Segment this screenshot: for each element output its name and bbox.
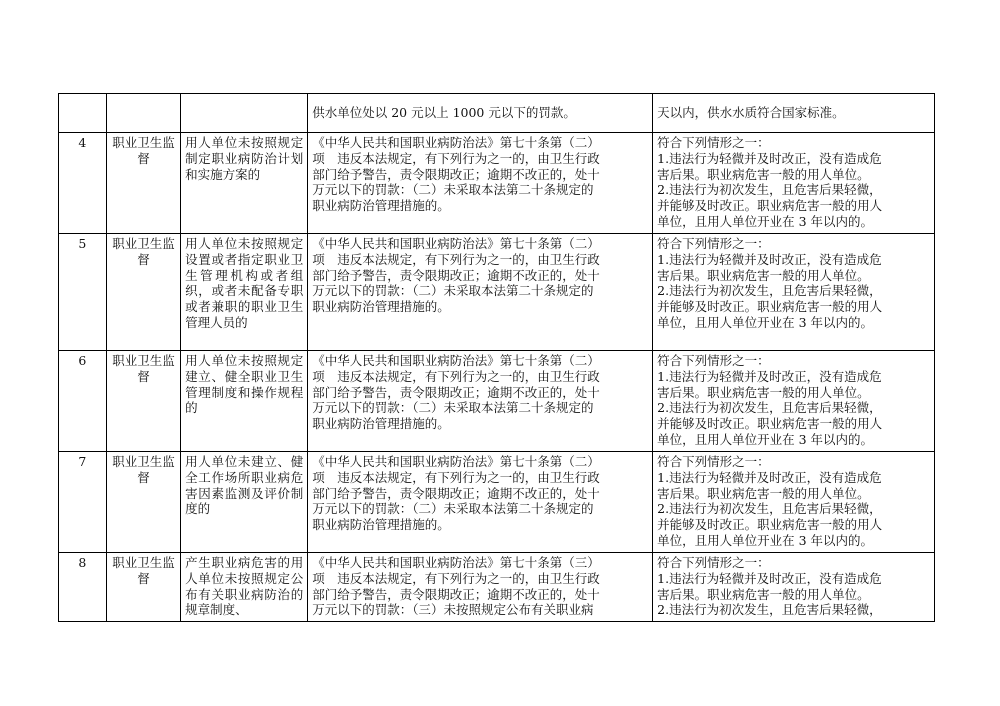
category-cell: 职业卫生监督 (106, 133, 180, 234)
category-cell: 职业卫生监督 (106, 553, 180, 622)
condition-line: 1.违法行为轻微并及时改正，没有造成危 (657, 570, 882, 586)
law-cell (308, 452, 653, 553)
law-line: 项 违反本法规定，有下列行为之一的，由卫生行政 (312, 368, 600, 384)
law-cell (308, 94, 653, 133)
behavior-cell: 用人单位未建立、健全工作场所职业病危害因素监测及评价制度的 (181, 452, 308, 553)
law-cell (308, 351, 653, 452)
law-line: 《中华人民共和国职业病防治法》第七十条第（二） (312, 236, 600, 251)
law-text: 供水单位处以 20 元以上 1000 元以下的罚款。 (312, 105, 576, 121)
law-line: 《中华人民共和国职业病防治法》第七十条第（二） (312, 454, 600, 469)
law-line: 部门给予警告，责令限期改正；逾期不改正的，处十 (312, 166, 600, 182)
law-cell (308, 553, 653, 622)
penalty-table (58, 93, 935, 622)
condition-cell (653, 234, 935, 351)
condition-line: 2.违法行为初次发生，且危害后果轻微， (657, 602, 882, 618)
law-line: 项 违反本法规定，有下列行为之一的，由卫生行政 (312, 469, 600, 485)
law-line: 项 违反本法规定，有下列行为之一的，由卫生行政 (312, 150, 600, 166)
behavior-cell (181, 94, 308, 133)
law-cell (308, 234, 653, 351)
condition-line: 符合下列情形之一： (657, 353, 770, 368)
condition-cell (653, 351, 935, 452)
condition-line: 并能够及时改正。职业病危害一般的用人 (657, 198, 883, 214)
law-cell (308, 133, 653, 234)
condition-line: 2.违法行为初次发生，且危害后果轻微， (657, 400, 882, 416)
condition-line: 害后果。职业病危害一般的用人单位。 (657, 485, 870, 501)
category-cell: 职业卫生监督 (106, 351, 180, 452)
law-line: 万元以下的罚款：（二）未采取本法第二十条规定的 (312, 501, 594, 517)
behavior-cell: 产生职业病危害的用人单位未按照规定公布有关职业病防治的规章制度、 (181, 553, 308, 622)
law-line: 项 违反本法规定，有下列行为之一的，由卫生行政 (312, 251, 600, 267)
law-line: 《中华人民共和国职业病防治法》第七十条第（二） (312, 135, 600, 150)
table-row (59, 133, 935, 234)
condition-line: 1.违法行为轻微并及时改正，没有造成危 (657, 469, 882, 485)
law-line: 万元以下的罚款：（二）未采取本法第二十条规定的 (312, 400, 594, 416)
condition-cell (653, 133, 935, 234)
table-row (59, 553, 935, 622)
condition-line: 单位，且用人单位开业在 3 年以内的。 (657, 314, 874, 330)
behavior-cell: 用人单位未按照规定建立、健全职业卫生管理制度和操作规程的 (181, 351, 308, 452)
condition-line: 害后果。职业病危害一般的用人单位。 (657, 586, 870, 602)
table-row (59, 234, 935, 351)
condition-line: 2.违法行为初次发生，且危害后果轻微， (657, 283, 882, 299)
condition-cell (653, 94, 935, 133)
number-cell: 5 (59, 234, 107, 351)
table-row (59, 351, 935, 452)
law-line: 万元以下的罚款：（二）未采取本法第二十条规定的 (312, 182, 594, 198)
condition-line: 符合下列情形之一： (657, 454, 770, 469)
condition-cell (653, 553, 935, 622)
condition-line: 并能够及时改正。职业病危害一般的用人 (657, 299, 883, 315)
condition-line: 符合下列情形之一： (657, 555, 770, 570)
law-line: 万元以下的罚款：（三）未按照规定公布有关职业病 (312, 602, 594, 618)
law-line: 职业病防治管理措施的。 (312, 198, 450, 214)
condition-line: 害后果。职业病危害一般的用人单位。 (657, 384, 870, 400)
number-cell: 6 (59, 351, 107, 452)
condition-line: 单位，且用人单位开业在 3 年以内的。 (657, 213, 874, 229)
law-line: 《中华人民共和国职业病防治法》第七十条第（三） (312, 555, 600, 570)
condition-line: 1.违法行为轻微并及时改正，没有造成危 (657, 150, 882, 166)
category-cell (106, 94, 180, 133)
category-cell: 职业卫生监督 (106, 452, 180, 553)
condition-line: 单位，且用人单位开业在 3 年以内的。 (657, 532, 874, 548)
condition-text: 天以内，供水水质符合国家标准。 (657, 105, 845, 121)
condition-line: 1.违法行为轻微并及时改正，没有造成危 (657, 368, 882, 384)
law-line: 万元以下的罚款：（二）未采取本法第二十条规定的 (312, 283, 594, 299)
condition-line: 并能够及时改正。职业病危害一般的用人 (657, 517, 883, 533)
law-line: 《中华人民共和国职业病防治法》第七十条第（二） (312, 353, 600, 368)
condition-line: 2.违法行为初次发生，且危害后果轻微， (657, 501, 882, 517)
behavior-cell: 用人单位未按照规定制定职业病防治计划和实施方案的 (181, 133, 308, 234)
law-line: 部门给予警告，责令限期改正；逾期不改正的，处十 (312, 267, 600, 283)
condition-line: 符合下列情形之一： (657, 135, 770, 150)
number-cell (59, 94, 107, 133)
number-cell: 4 (59, 133, 107, 234)
behavior-cell: 用人单位未按照规定设置或者指定职业卫生管理机构或者组织，或者未配备专职或者兼职的职业卫生管理人员的 (181, 234, 308, 351)
condition-line: 单位，且用人单位开业在 3 年以内的。 (657, 431, 874, 447)
law-line: 部门给予警告，责令限期改正；逾期不改正的，处十 (312, 384, 600, 400)
condition-line: 2.违法行为初次发生，且危害后果轻微， (657, 182, 882, 198)
condition-line: 害后果。职业病危害一般的用人单位。 (657, 166, 870, 182)
table-row (59, 452, 935, 553)
condition-line: 并能够及时改正。职业病危害一般的用人 (657, 416, 883, 432)
category-cell: 职业卫生监督 (106, 234, 180, 351)
condition-cell (653, 452, 935, 553)
law-line: 职业病防治管理措施的。 (312, 299, 450, 315)
number-cell: 8 (59, 553, 107, 622)
condition-line: 1.违法行为轻微并及时改正，没有造成危 (657, 251, 882, 267)
law-line: 职业病防治管理措施的。 (312, 517, 450, 533)
law-line: 项 违反本法规定，有下列行为之一的，由卫生行政 (312, 570, 600, 586)
condition-line: 符合下列情形之一： (657, 236, 770, 251)
condition-line: 害后果。职业病危害一般的用人单位。 (657, 267, 870, 283)
law-line: 部门给予警告，责令限期改正；逾期不改正的，处十 (312, 485, 600, 501)
table-row (59, 94, 935, 133)
law-line: 部门给予警告，责令限期改正；逾期不改正的，处十 (312, 586, 600, 602)
law-line: 职业病防治管理措施的。 (312, 416, 450, 432)
number-cell: 7 (59, 452, 107, 553)
